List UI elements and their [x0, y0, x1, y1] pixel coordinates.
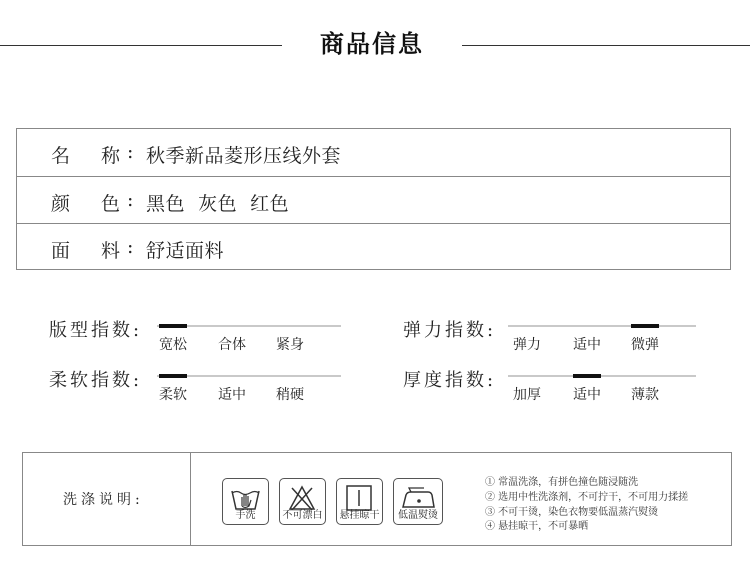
thickness-option-2: 薄款 [631, 387, 659, 403]
info-label-char: 名 [51, 145, 71, 167]
info-row-fabric [17, 223, 730, 271]
info-colon: : [127, 189, 134, 211]
info-colon: : [127, 141, 134, 163]
info-value-name: 秋季新品菱形压线外套 [146, 145, 342, 167]
elasticity-index-marker [631, 324, 659, 328]
info-value-fabric: 舒适面料 [146, 240, 225, 262]
section-title: 商品信息 [320, 30, 424, 58]
product-info-table [16, 128, 731, 270]
softness-index-label: 柔软指数: [49, 370, 143, 391]
no-bleach-caption: 不可漂白 [282, 510, 323, 521]
info-row-name [17, 129, 730, 176]
washing-note-4: ④ 悬挂晾干，不可暴晒 [485, 521, 589, 532]
info-label-char: 色 [101, 193, 121, 215]
fit-option-2: 紧身 [276, 337, 304, 353]
elasticity-index-label: 弹力指数: [403, 320, 497, 341]
low-iron-caption: 低温熨烫 [398, 510, 438, 521]
washing-divider [190, 453, 191, 545]
fit-index-marker [159, 324, 187, 328]
thickness-option-1: 适中 [573, 387, 601, 403]
washing-note-2: ② 选用中性洗涤剂，不可拧干，不可用力揉搓 [485, 492, 689, 503]
no-bleach-icon [279, 478, 326, 525]
hang-dry-icon [336, 478, 383, 525]
softness-option-0: 柔软 [159, 387, 187, 403]
washing-label: 洗涤说明: [63, 492, 144, 508]
washing-note-3: ③ 不可干烫，染色衣物要低温蒸汽熨烫 [485, 507, 659, 518]
elasticity-option-1: 适中 [573, 337, 601, 353]
softness-option-2: 稍硬 [276, 387, 304, 403]
info-label-char: 面 [51, 240, 71, 262]
low-iron-icon [393, 478, 443, 525]
hang-dry-caption: 悬挂晾干 [339, 510, 380, 521]
thickness-index-label: 厚度指数: [403, 370, 497, 391]
elasticity-index-track [508, 325, 696, 327]
header-line-right [462, 45, 750, 46]
info-label-char: 颜 [51, 193, 71, 215]
washing-instructions-box [22, 452, 732, 546]
thickness-option-0: 加厚 [513, 387, 541, 403]
hand-wash-caption: 手洗 [235, 510, 256, 521]
info-colon: : [127, 236, 134, 258]
thickness-index-marker [573, 374, 601, 378]
info-label-char: 称 [101, 145, 121, 167]
info-label-char: 料 [101, 240, 121, 262]
thickness-index-track [508, 375, 696, 377]
fit-index-label: 版型指数: [49, 320, 143, 341]
elasticity-option-0: 弹力 [513, 337, 541, 353]
washing-note-1: ① 常温洗涤，有拼色撞色随浸随洗 [485, 477, 639, 488]
header-line-left [0, 45, 282, 46]
hand-wash-icon [222, 478, 269, 525]
softness-index-marker [159, 374, 187, 378]
fit-option-1: 合体 [218, 337, 246, 353]
elasticity-option-2: 微弹 [631, 337, 659, 353]
softness-option-1: 适中 [218, 387, 246, 403]
fit-option-0: 宽松 [159, 337, 187, 353]
info-row-color [17, 176, 730, 224]
info-value-color: 黑色 灰色 红色 [146, 193, 290, 215]
